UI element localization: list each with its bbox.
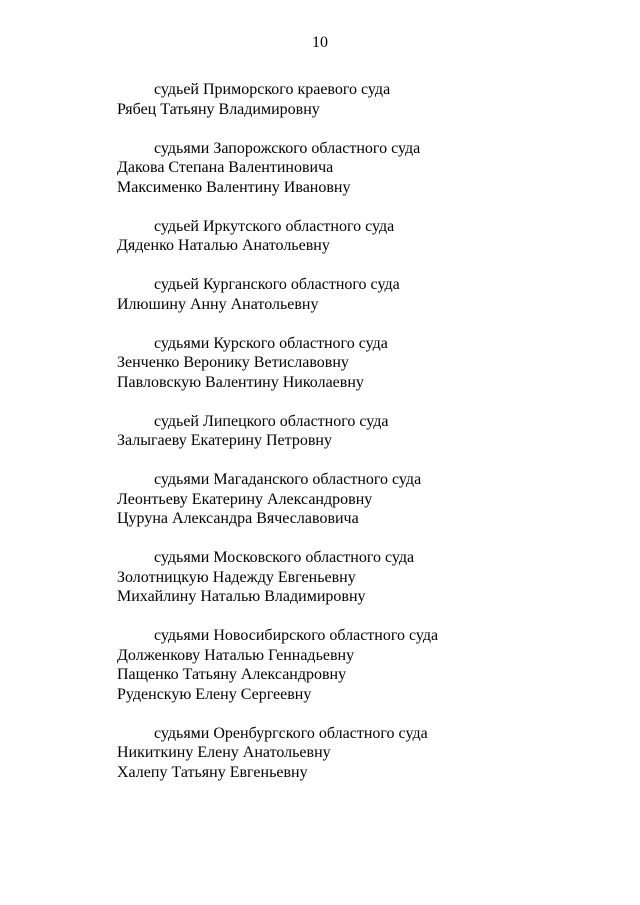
judge-name: Золотницкую Надежду Евгеньевну [117, 568, 356, 586]
court-block-kurgan [117, 275, 587, 314]
judge-name: Максименко Валентину Ивановну [117, 178, 351, 196]
judge-name: Никиткину Елену Анатольевну [117, 744, 331, 761]
court-block-orenburg [117, 724, 587, 783]
court-block-irkutsk [117, 217, 587, 256]
court-block-novosibirsk [117, 626, 587, 704]
judge-name: Залыгаеву Екатерину Петровну [117, 432, 332, 449]
court-heading: судьями Курского областного суда [154, 334, 388, 352]
court-heading: судьей Липецкого областного суда [154, 412, 389, 430]
court-heading: судьей Курганского областного суда [154, 276, 400, 293]
court-block-zaporozhye [117, 139, 587, 198]
court-block-lipetsk [117, 412, 587, 451]
court-heading: судьями Московского областного суда [154, 549, 415, 566]
judge-name: Руденскую Елену Сергеевну [117, 685, 312, 703]
judge-name: Зенченко Веронику Ветиславовну [117, 354, 349, 371]
court-heading: судьей Иркутского областного суда [154, 217, 395, 235]
judge-name: Рябец Татьяну Владимировну [117, 100, 320, 118]
judge-name: Илюшину Анну Анатольевну [117, 295, 319, 313]
judge-name: Долженкову Наталью Геннадьевну [117, 646, 355, 664]
court-block-primorsky [117, 80, 587, 119]
judge-name: Дакова Степана Валентиновича [117, 159, 334, 176]
judge-name: Леонтьеву Екатерину Александровну [117, 490, 373, 508]
appointments-list [117, 80, 587, 802]
court-heading: судьями Оренбургского областного суда [154, 724, 428, 742]
court-heading: судьями Новосибирского областного суда [154, 627, 439, 644]
court-heading: судьями Магаданского областного суда [154, 471, 422, 488]
court-block-moscow-oblast [117, 548, 587, 607]
page-number: 10 [312, 34, 328, 51]
court-heading: судьями Запорожского областного суда [154, 139, 421, 157]
judge-name: Дяденко Наталью Анатольевну [117, 237, 330, 254]
court-block-kursk [117, 334, 587, 393]
judge-name: Халепу Татьяну Евгеньевну [117, 763, 308, 781]
judge-name: Пащенко Татьяну Александровну [117, 666, 347, 683]
court-block-magadan [117, 470, 587, 529]
judge-name: Михайлину Наталью Владимировну [117, 588, 366, 605]
court-heading: судьей Приморского краевого суда [154, 81, 391, 98]
judge-name: Павловскую Валентину Николаевну [117, 373, 364, 391]
judge-name: Цуруна Александра Вячеславовича [117, 510, 359, 527]
